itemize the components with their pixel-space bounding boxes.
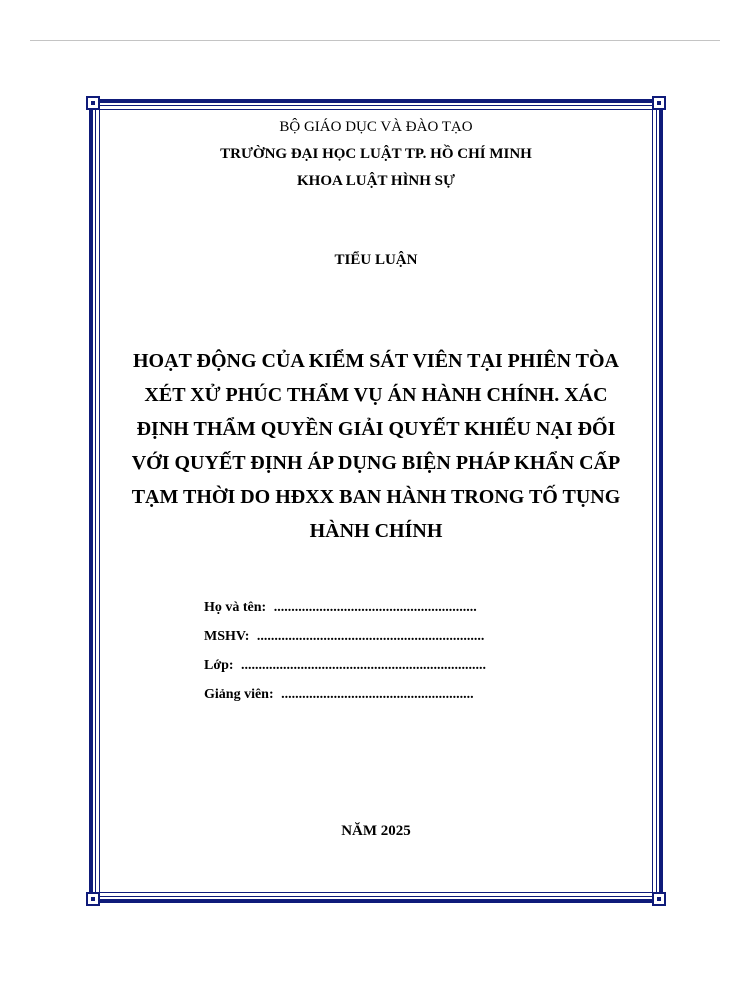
year-label: NĂM 2025 (341, 823, 411, 839)
title-line: TẠM THỜI DO HĐXX BAN HÀNH TRONG TỐ TỤNG (131, 486, 621, 508)
page-top-divider (30, 40, 720, 41)
university-name: TRƯỜNG ĐẠI HỌC LUẬT TP. HỒ CHÍ MINH (220, 146, 532, 162)
fill-in-dots: .......................................................... (273, 600, 477, 615)
corner-ornament-bottom-left (86, 892, 100, 906)
corner-ornament-bottom-right (652, 892, 666, 906)
corner-ornament-top-left (86, 96, 100, 110)
title-line: XÉT XỬ PHÚC THẨM VỤ ÁN HÀNH CHÍNH. XÁC (144, 384, 608, 406)
field-label: MSHV: (204, 629, 250, 644)
field-label: Họ và tên: (204, 600, 267, 615)
corner-ornament-top-right (652, 96, 666, 110)
ministry-name: BỘ GIÁO DỤC VÀ ĐÀO TẠO (279, 119, 473, 135)
student-name-field (204, 593, 486, 622)
student-info-block (204, 593, 486, 709)
field-label: Lớp: (204, 658, 234, 673)
title-line: HOẠT ĐỘNG CỦA KIỂM SÁT VIÊN TẠI PHIÊN TÒA (132, 350, 620, 372)
fill-in-dots: ....................................................... (281, 687, 474, 702)
fill-in-dots: ................................................................. (256, 629, 485, 644)
fill-in-dots: ...................................................................... (241, 658, 487, 673)
document-type: TIỂU LUẬN (334, 252, 418, 268)
student-id-field (204, 622, 486, 651)
title-line: VỚI QUYẾT ĐỊNH ÁP DỤNG BIỆN PHÁP KHẨN CẤP (131, 452, 621, 474)
lecturer-field (204, 680, 486, 709)
title-line: HÀNH CHÍNH (309, 520, 443, 542)
faculty-name: KHOA LUẬT HÌNH SỰ (297, 173, 455, 189)
essay-title (100, 344, 652, 548)
field-label: Giảng viên: (204, 687, 274, 702)
title-line: ĐỊNH THẨM QUYỀN GIẢI QUYẾT KHIẾU NẠI ĐỐI (136, 418, 616, 440)
class-field (204, 651, 486, 680)
